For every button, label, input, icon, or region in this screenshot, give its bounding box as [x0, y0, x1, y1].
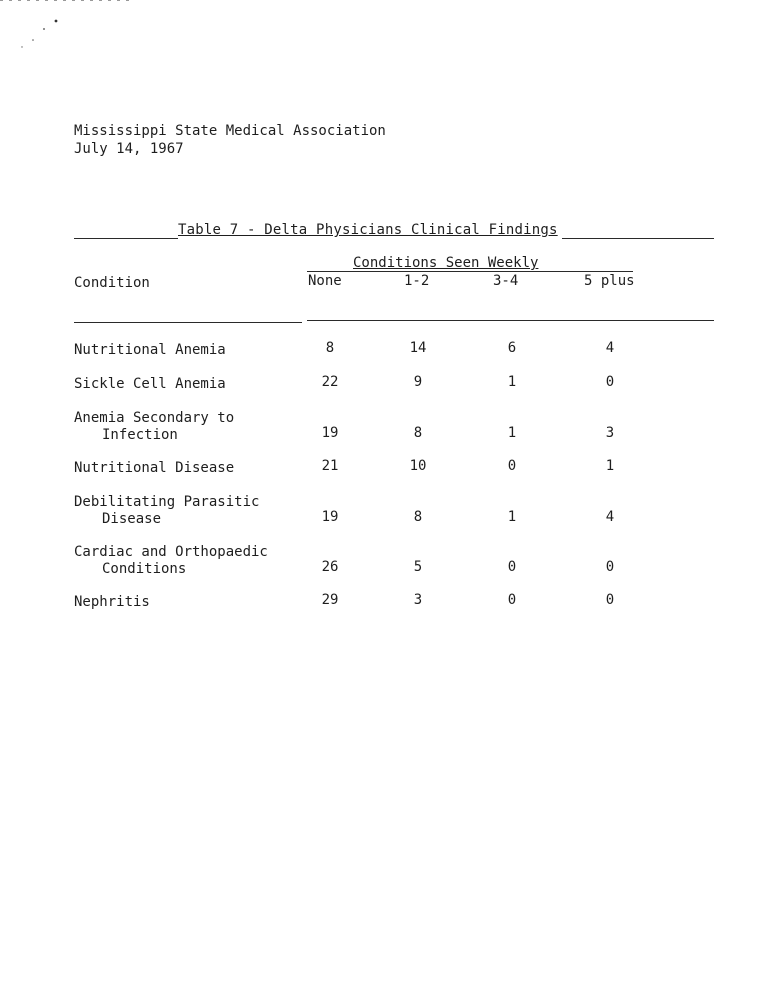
column-header: 1-2 [404, 273, 430, 289]
letter-header [74, 122, 386, 158]
row-label-line: Nephritis [74, 594, 150, 610]
row-label [74, 544, 268, 578]
table-cell: 1 [507, 425, 517, 441]
table-cell: 22 [321, 374, 339, 390]
row-label-line: Sickle Cell Anemia [74, 376, 226, 392]
table-cell: 8 [325, 340, 335, 356]
table-cell: 10 [409, 458, 427, 474]
column-header: None [308, 273, 342, 289]
row-label [74, 460, 234, 477]
row-label [74, 494, 259, 528]
table-cell: 4 [605, 340, 615, 356]
row-label-line: Anemia Secondary to [74, 410, 235, 426]
table-cell: 6 [507, 340, 517, 356]
table-cell: 3 [413, 592, 423, 608]
table-cell: 3 [605, 425, 615, 441]
table-cell: 0 [605, 592, 615, 608]
table-cell: 21 [321, 458, 339, 474]
row-label-line: Debilitating Parasitic [74, 494, 260, 510]
table-cell: 1 [507, 374, 517, 390]
table-cell: 1 [507, 509, 517, 525]
header-rule-right [307, 320, 714, 321]
scan-specks [0, 0, 140, 60]
row-label-line: Cardiac and Orthopaedic [74, 544, 268, 560]
table-cell: 9 [413, 374, 423, 390]
table-cell: 8 [413, 425, 423, 441]
table-cell: 0 [507, 458, 517, 474]
row-label-line: Conditions [102, 561, 187, 577]
table-cell: 19 [321, 425, 339, 441]
row-label [74, 410, 234, 444]
title-rule-left [74, 238, 178, 239]
row-label [74, 376, 226, 393]
row-label-line: Infection [102, 427, 178, 443]
row-label-line: Nutritional Disease [74, 460, 235, 476]
title-rule-right [562, 238, 714, 239]
condition-column-header: Condition [74, 275, 150, 291]
table-cell: 5 [413, 559, 423, 575]
row-label [74, 342, 226, 359]
table-cell: 4 [605, 509, 615, 525]
column-header: 3-4 [493, 273, 519, 289]
table-cell: 0 [507, 592, 517, 608]
organization-name: Mississippi State Medical Association [74, 123, 386, 139]
table-title: Table 7 - Delta Physicians Clinical Findings [178, 222, 558, 238]
table-cell: 0 [507, 559, 517, 575]
header-date: July 14, 1967 [74, 141, 184, 157]
table-cell: 19 [321, 509, 339, 525]
table-cell: 0 [605, 559, 615, 575]
table-cell: 29 [321, 592, 339, 608]
row-label-line: Disease [102, 511, 162, 527]
row-label [74, 594, 150, 611]
table-cell: 26 [321, 559, 339, 575]
table-cell: 14 [409, 340, 427, 356]
group-header-rule [307, 271, 633, 272]
group-header: Conditions Seen Weekly [353, 255, 539, 271]
row-label-line: Nutritional Anemia [74, 342, 226, 358]
column-header: 5 plus [584, 273, 635, 289]
table-cell: 0 [605, 374, 615, 390]
header-rule-left [74, 322, 302, 323]
table-cell: 8 [413, 509, 423, 525]
table-cell: 1 [605, 458, 615, 474]
